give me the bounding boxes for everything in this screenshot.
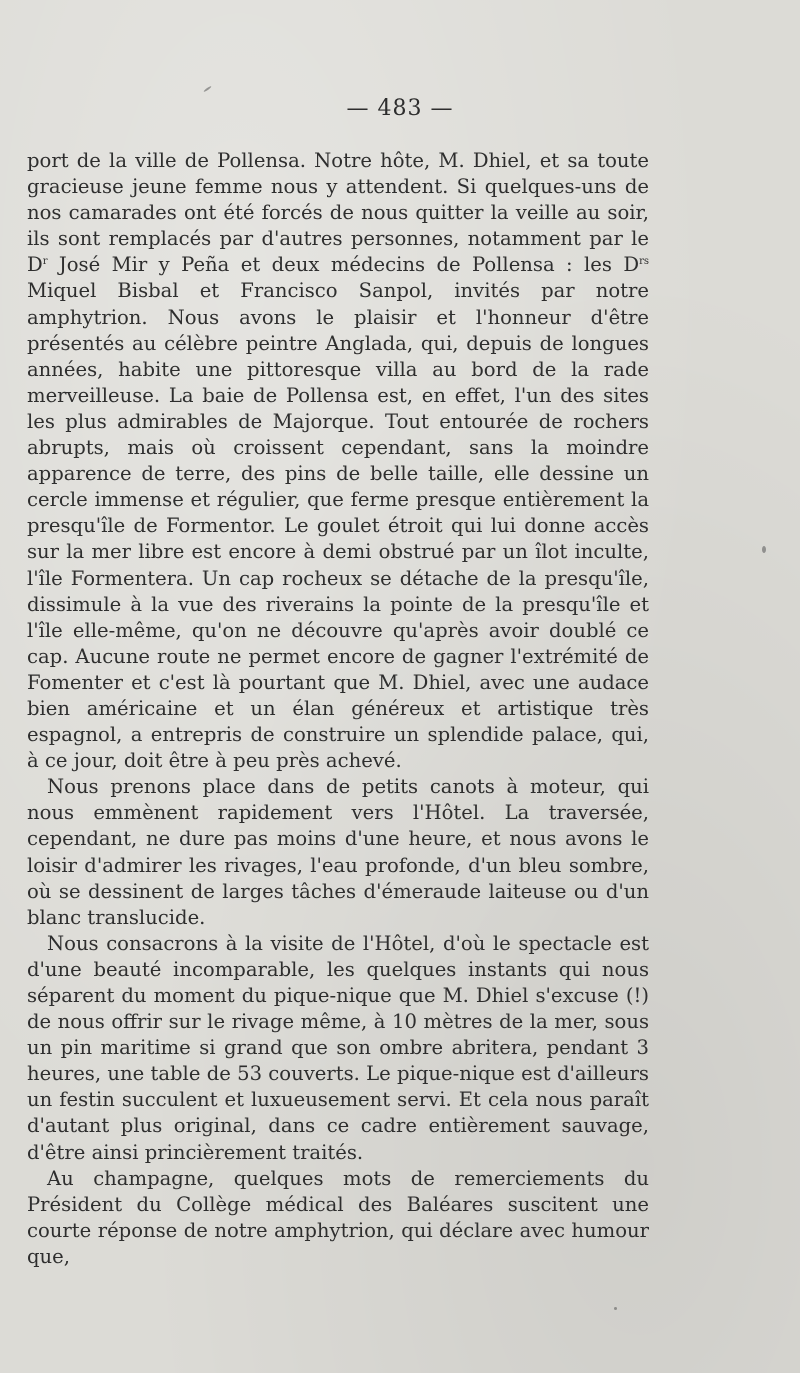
paragraph-text: José Mir y Peña et deux médecins de Pollensa : les D [47, 253, 640, 277]
paragraph-text: Nous consacrons à la visite de l'Hôtel, d'où le spectacle est d'une beauté incomparable, les quelques instants qui nous séparent du moment du pique-nique que M. Dhiel s'excuse (!) de nous offrir sur le rivage même, à 10 mètres de la mer, sous un pin maritime si grand que son ombre abritera, pendant 3 heures, une table de 53 couverts. Le pique-nique est d'ailleurs un festin succulent et luxueusement servi. Et cela nous paraît d'autant plus original, dans ce cadre entièrement sauvage, d'être ainsi princièrement traités. [27, 931, 649, 1164]
body-text [27, 148, 649, 1270]
superscript: rs [639, 256, 649, 268]
paragraph [27, 148, 649, 774]
ink-speck [762, 546, 766, 553]
paragraph [27, 774, 649, 931]
superscript: r [42, 256, 48, 268]
paragraph-text: Nous prenons place dans de petits canots à moteur, qui nous emmènent rapidement vers l'Hôtel. La traversée, cependant, ne dure pas moins d'une heure, et nous avons le loisir d'admirer les rivages, l'eau profonde, d'un bleu sombre, où se dessinent de larges tâches d'émeraude laiteuse ou d'un blanc translucide. [27, 775, 649, 929]
ink-speck [203, 86, 212, 93]
paragraph [27, 1166, 649, 1270]
paragraph-text: Au champagne, quelques mots de remerciements du Président du Collège médical des Baléares suscitent une courte réponse de notre amphytrion, qui déclare avec humour que, [27, 1166, 649, 1268]
paragraph-text: port de la ville de Pollensa. Notre hôte, M. Dhiel, et sa toute gracieuse jeune femme nous y attendent. Si quelques-uns de nos camarades ont été forcés de nous quitter la veille au soir, ils sont remplacés par d'autres personnes, notamment par le D [27, 149, 649, 277]
paragraph [27, 931, 649, 1166]
page-number: — 483 — [346, 96, 454, 121]
paragraph-text: Miquel Bisbal et Francisco Sanpol, invités par notre amphytrion. Nous avons le plaisir et l'honneur d'être présentés au célèbre peintre Anglada, qui, depuis de longues années, habite une pittoresque villa au bord de la rade merveilleuse. La baie de Pollensa est, en effet, l'un des sites les plus admirables de Majorque. Tout entourée de rochers abrupts, mais où croissent cependant, sans la moindre apparence de terre, des pins de belle taille, elle dessine un cercle immense et régulier, que ferme presque entièrement la presqu'île de Formentor. Le goulet étroit qui lui donne accès sur la mer libre est encore à demi obstrué par un îlot inculte, l'île Formentera. Un cap rocheux se détache de la presqu'île, dissimule à la vue des riverains la pointe de la presqu'île et l'île elle-même, qu'on ne découvre qu'après avoir doublé ce cap. Aucune route ne permet encore de gagner l'extrémité de Fomenter et c'est là pourtant que M. Dhiel, avec une audace bien américaine et un élan généreux et artistique très espagnol, a entrepris de construire un splendide palace, qui, à ce jour, doit être à peu près achevé. [27, 279, 649, 773]
ink-speck [614, 1307, 617, 1310]
